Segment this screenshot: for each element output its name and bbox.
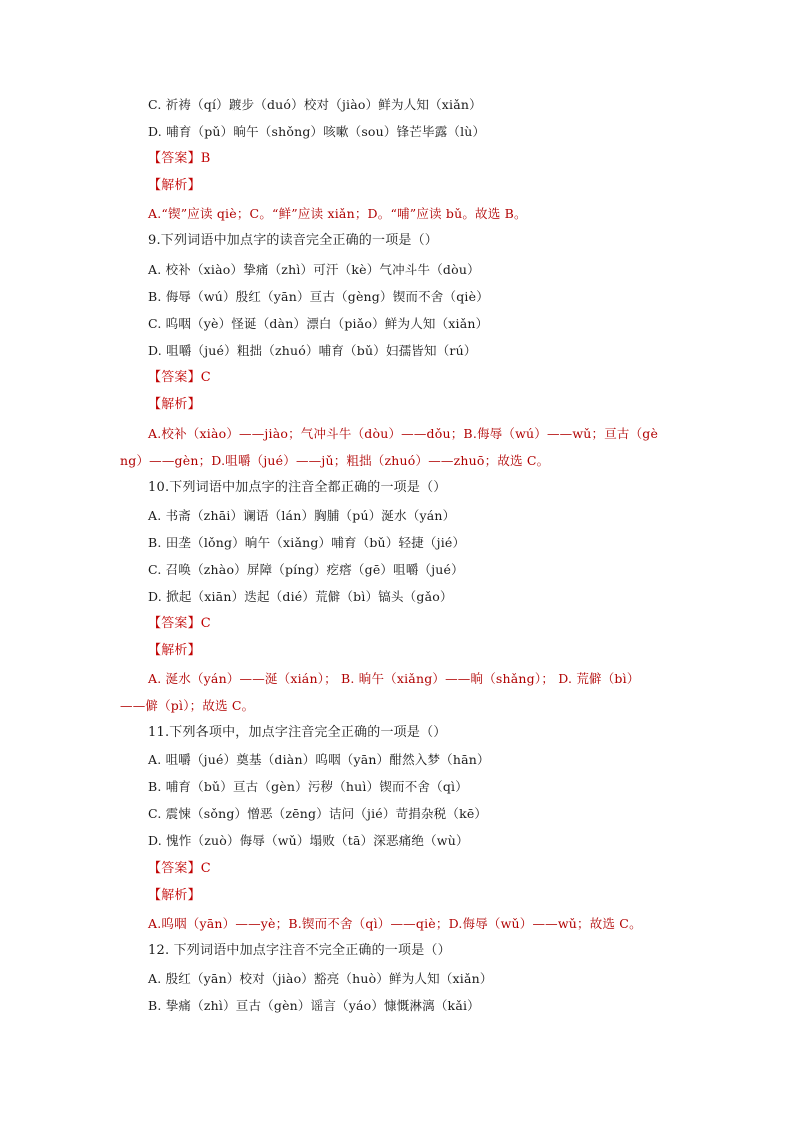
q8-analysis-text: A.“锲”应读 qiè；C。“鲜”应读 xiǎn；D。“哺”应读 bǔ。故选 B。 xyxy=(148,206,527,221)
q11-option-b: B. 哺育（bǔ）亘古（gèn）污秽（huì）锲而不舍（qì） xyxy=(148,779,468,794)
q9-option-c: C. 呜咽（yè）怪诞（dàn）漂白（piǎo）鲜为人知（xiǎn） xyxy=(148,316,489,331)
q9-option-a: A. 校补（xiào）挚痛（zhì）可汗（kè）气冲斗牛（dòu） xyxy=(148,262,480,277)
q8-option-d: D. 哺育（pǔ）晌午（shǒng）咳嗽（sou）锋芒毕露（lù） xyxy=(148,124,486,139)
q11-option-c: C. 震悚（sǒng）憎恶（zēng）诘问（jié）苛捐杂税（kē） xyxy=(148,806,488,821)
q10-title: 10.下列词语中加点字的注音全都正确的一项是（） xyxy=(148,480,447,495)
q12-option-b: B. 挚痛（zhì）亘古（gèn）谣言（yáo）慷慨淋漓（kǎi） xyxy=(148,998,480,1013)
q11-option-d: D. 愧怍（zuò）侮辱（wǔ）塌败（tā）深恶痛绝（wù） xyxy=(148,833,469,848)
q11-analysis-tag: 【解析】 xyxy=(148,888,201,903)
q10-analysis-tag: 【解析】 xyxy=(148,643,201,658)
q11-answer-tag: 【答案】C xyxy=(148,861,211,876)
q10-analysis-line-1: A. 涎水（yán）——涎（xián）； B. 晌午（xiǎng）——晌（shǎng）； D. 荒僻（bì） xyxy=(148,671,640,686)
q11-analysis-text: A.呜咽（yān）——yè；B.锲而不舍（qì）——qiè；D.侮辱（wǔ）——wǔ；故选 C。 xyxy=(148,916,642,931)
q9-title: 9.下列词语中加点字的读音完全正确的一项是（） xyxy=(148,233,439,248)
q10-option-a: A. 书斋（zhāi）谰语（lán）胸脯（pú）涎水（yán） xyxy=(148,508,456,523)
q9-answer-tag: 【答案】C xyxy=(148,370,211,385)
q8-analysis-tag: 【解析】 xyxy=(148,178,201,193)
q9-option-b: B. 侮辱（wú）殷红（yān）亘古（gèng）锲而不舍（qiè） xyxy=(148,289,489,304)
q8-answer-tag: 【答案】B xyxy=(148,151,211,166)
q11-title: 11.下列各项中，加点字注音完全正确的一项是（） xyxy=(148,725,447,740)
q10-option-c: C. 召唤（zhào）屏障（píng）疙瘩（gē）咀嚼（jué） xyxy=(148,562,464,577)
q9-analysis-tag: 【解析】 xyxy=(148,397,201,412)
q10-option-d: D. 掀起（xiān）迭起（dié）荒僻（bì）镐头（gǎo） xyxy=(148,589,453,604)
q10-analysis-line-2: ——僻（pì）；故选 C。 xyxy=(120,698,255,713)
q10-option-b: B. 田垄（lǒng）晌午（xiǎng）哺育（bǔ）轻捷（jié） xyxy=(148,535,466,550)
q8-option-c: C. 祈祷（qí）踱步（duó）校对（jiào）鲜为人知（xiǎn） xyxy=(148,97,482,112)
q9-option-d: D. 咀嚼（jué）粗拙（zhuó）哺育（bǔ）妇孺皆知（rú） xyxy=(148,343,477,358)
q9-analysis-line-1: A.校补（xiào）——jiào；气冲斗牛（dòu）——dǒu；B.侮辱（wú）——wǔ；亘古（gè xyxy=(148,426,659,441)
q12-title: 12. 下列词语中加点字注音不完全正确的一项是（） xyxy=(148,943,451,958)
q11-option-a: A. 咀嚼（jué）奠基（diàn）呜咽（yān）酣然入梦（hān） xyxy=(148,752,490,767)
q9-analysis-line-2: ng）——gèn；D.咀嚼（jué）——jǔ；粗拙（zhuó）——zhuō；故选 C。 xyxy=(120,453,550,468)
q12-option-a: A. 殷红（yān）校对（jiào）豁亮（huò）鲜为人知（xiǎn） xyxy=(148,971,493,986)
q10-answer-tag: 【答案】C xyxy=(148,616,211,631)
